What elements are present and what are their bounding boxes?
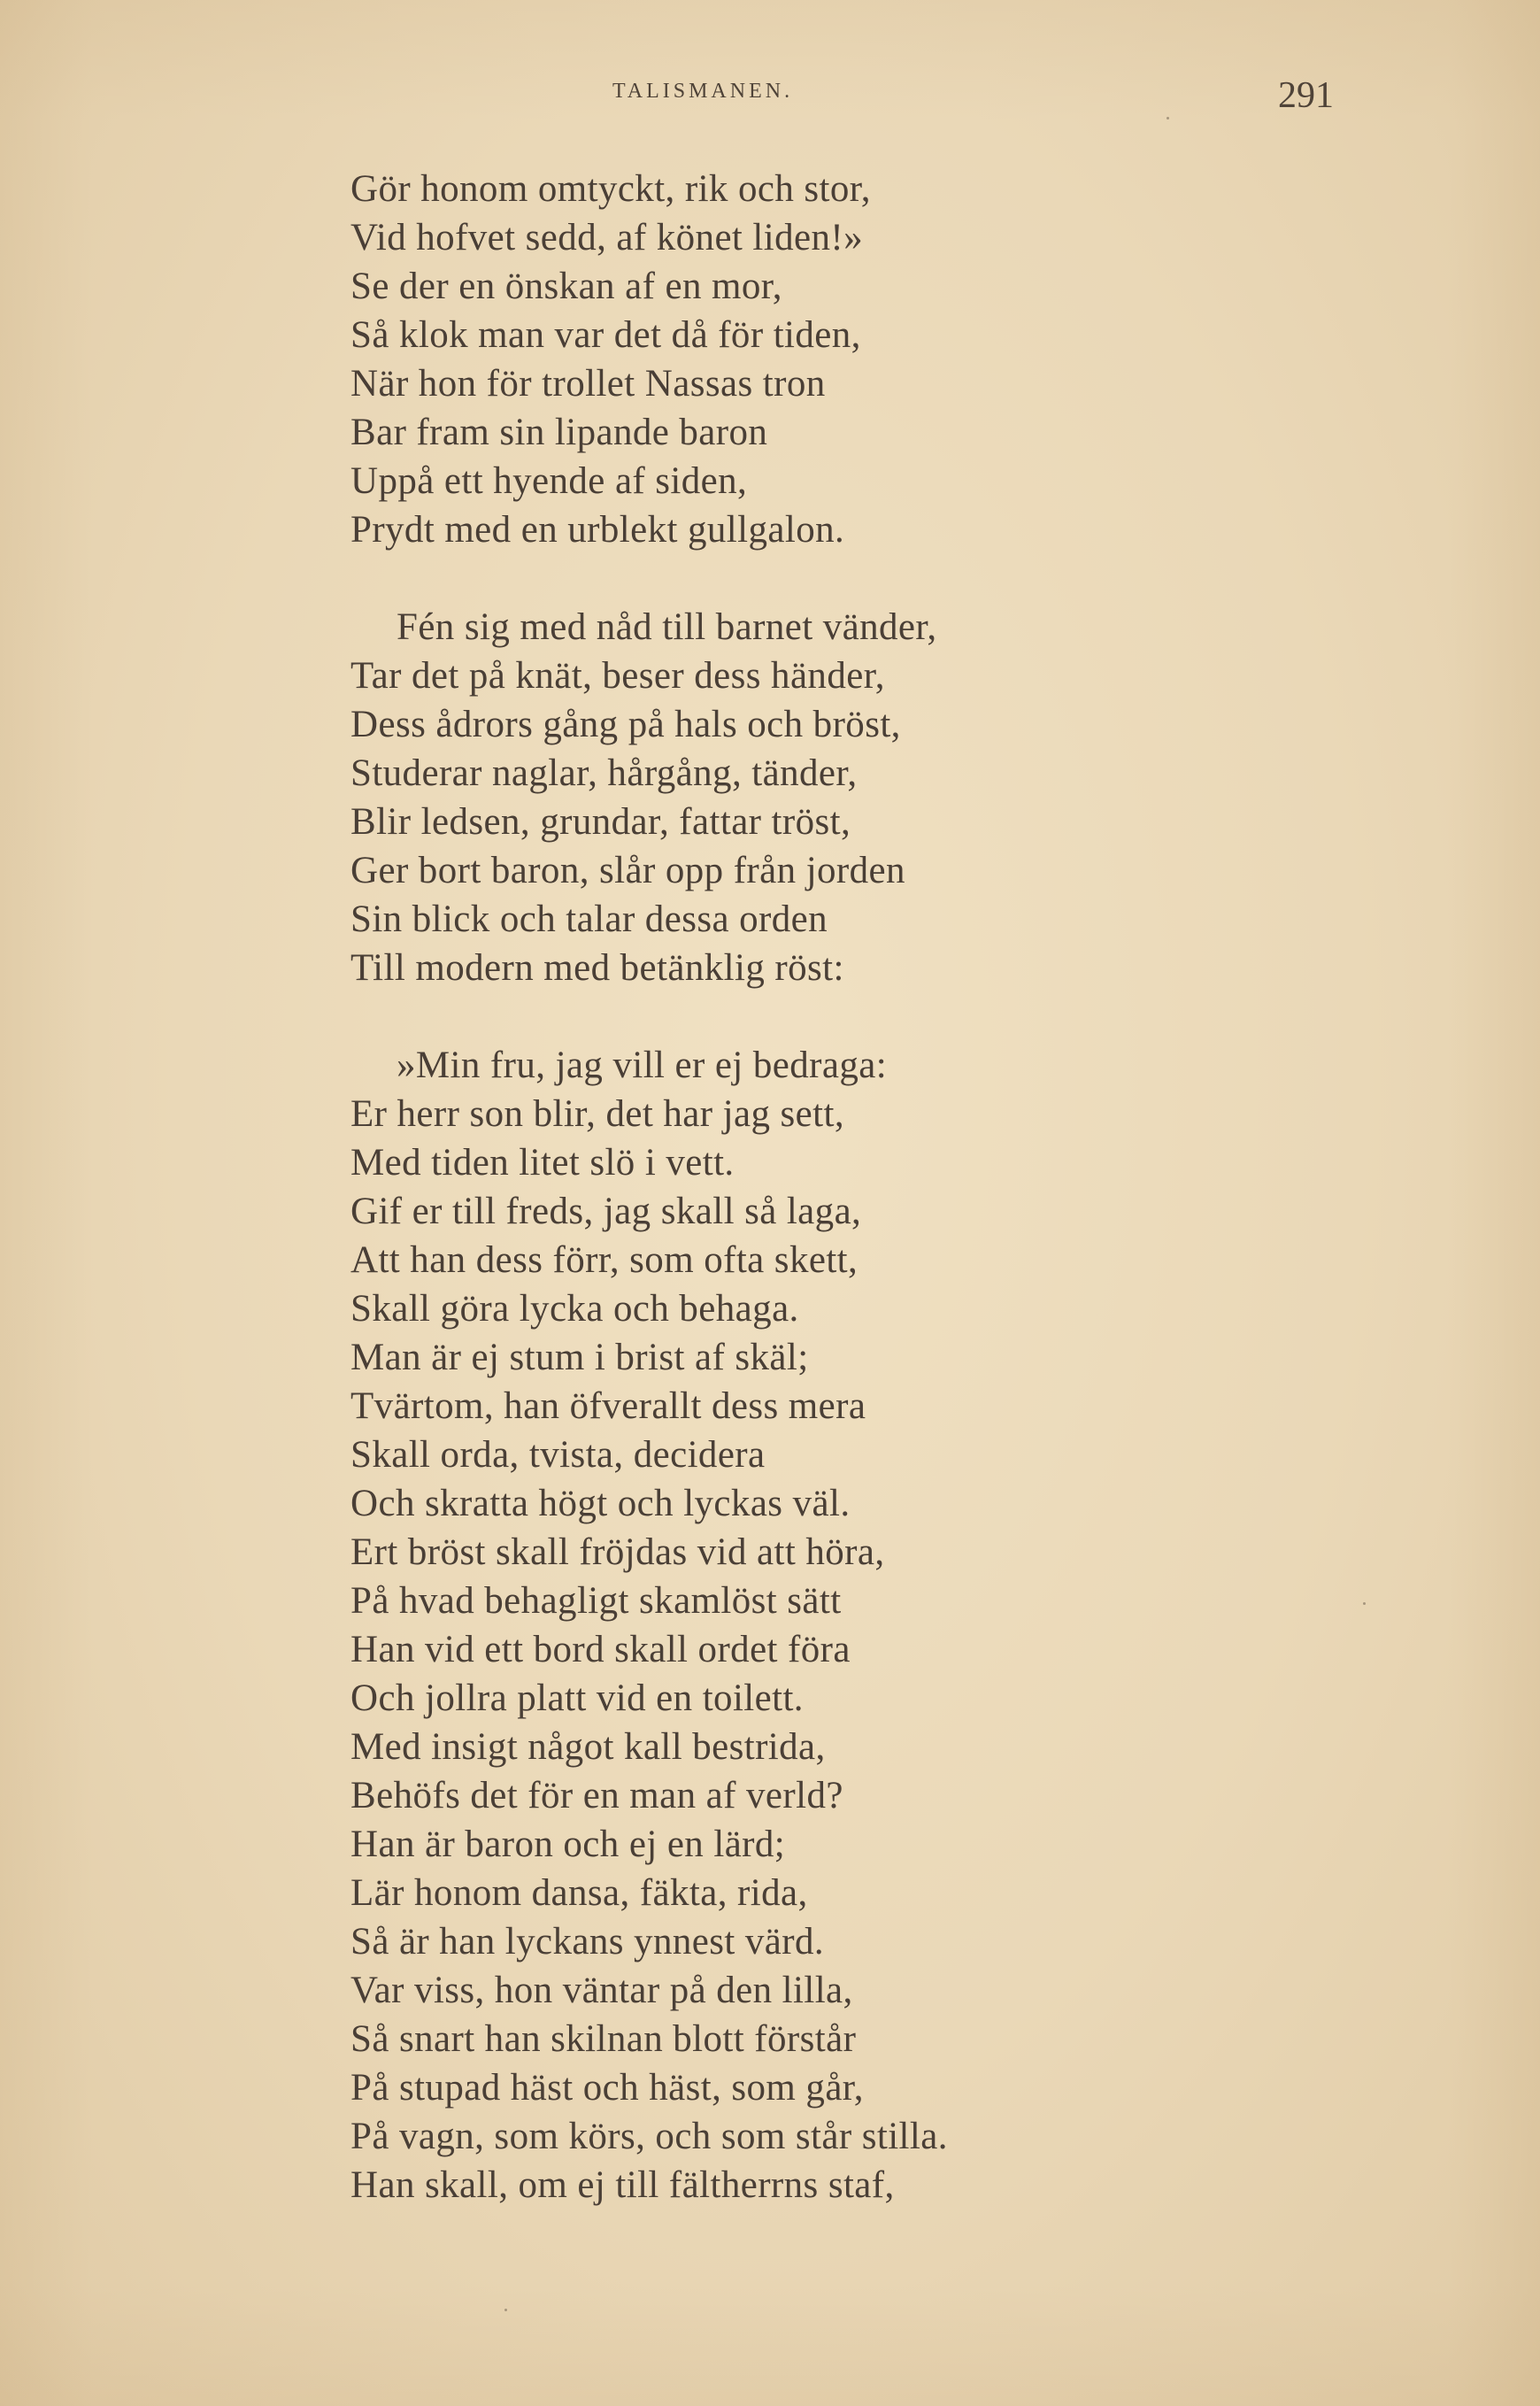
poem-line: Tar det på knät, beser dess händer, — [350, 655, 885, 697]
poem-line: Han vid ett bord skall ordet föra — [350, 1629, 851, 1670]
poem-line: Skall göra lycka och behaga. — [350, 1288, 799, 1330]
stanza-1 — [350, 165, 1236, 554]
poem-line: På stupad häst och häst, som går, — [350, 2067, 864, 2109]
poem-line: Var viss, hon väntar på den lilla, — [350, 1970, 853, 2011]
paper-speck — [1167, 117, 1169, 120]
poem-text — [350, 165, 1236, 2258]
poem-line: Tvärtom, han öfverallt dess mera — [350, 1385, 866, 1427]
stanza-3 — [350, 1041, 1236, 2209]
poem-line: Skall orda, tvista, decidera — [350, 1434, 766, 1476]
poem-line: Se der en önskan af en mor, — [350, 266, 782, 307]
poem-line: På vagn, som körs, och som står stilla. — [350, 2116, 948, 2157]
poem-line: Så klok man var det då för tiden, — [350, 314, 861, 356]
poem-line: Sin blick och talar dessa orden — [350, 898, 828, 940]
stanza-2 — [350, 603, 1236, 992]
poem-line: Ger bort baron, slår opp från jorden — [350, 850, 905, 891]
poem-line: Med tiden litet slö i vett. — [350, 1142, 735, 1184]
poem-line: Studerar naglar, hårgång, tänder, — [350, 752, 858, 794]
poem-line: När hon för trollet Nassas tron — [350, 363, 826, 405]
poem-line: Och jollra platt vid en toilett. — [350, 1677, 804, 1719]
running-title: TALISMANEN. — [612, 80, 794, 103]
poem-line: Bar fram sin lipande baron — [350, 412, 768, 453]
poem-line: Med insigt något kall bestrida, — [350, 1726, 826, 1768]
poem-line: Gör honom omtyckt, rik och stor, — [350, 168, 871, 210]
poem-line: Uppå ett hyende af siden, — [350, 460, 748, 502]
poem-line: Så är han lyckans ynnest värd. — [350, 1921, 825, 1963]
poem-line: Lär honom dansa, fäkta, rida, — [350, 1872, 808, 1914]
poem-line: Att han dess förr, som ofta skett, — [350, 1239, 859, 1281]
poem-line: Er herr son blir, det har jag sett, — [350, 1093, 844, 1135]
poem-line: Fén sig med nåd till barnet vänder, — [397, 606, 937, 648]
page-number: 291 — [1278, 75, 1334, 116]
poem-line: Prydt med en urblekt gullgalon. — [350, 509, 845, 551]
poem-line: Dess ådrors gång på hals och bröst, — [350, 704, 901, 745]
poem-line: »Min fru, jag vill er ej bedraga: — [397, 1045, 888, 1086]
poem-line: Ert bröst skall fröjdas vid att höra, — [350, 1531, 885, 1573]
poem-line: Han skall, om ej till fältherrns staf, — [350, 2164, 895, 2206]
poem-line: Vid hofvet sedd, af könet liden!» — [350, 217, 864, 258]
paper-speck — [1363, 1602, 1366, 1605]
poem-line: Och skratta högt och lyckas väl. — [350, 1483, 851, 1524]
poem-line: Gif er till freds, jag skall så laga, — [350, 1191, 862, 1232]
poem-line: Han är baron och ej en lärd; — [350, 1824, 786, 1865]
poem-line: På hvad behagligt skamlöst sätt — [350, 1580, 842, 1622]
poem-line: Man är ej stum i brist af skäl; — [350, 1337, 809, 1378]
poem-line: Till modern med betänklig röst: — [350, 947, 844, 989]
paper-speck — [504, 2309, 507, 2311]
poem-line: Så snart han skilnan blott förstår — [350, 2018, 857, 2060]
poem-line: Behöfs det för en man af verld? — [350, 1775, 843, 1816]
poem-line: Blir ledsen, grundar, fattar tröst, — [350, 801, 851, 843]
running-head — [0, 74, 1540, 119]
